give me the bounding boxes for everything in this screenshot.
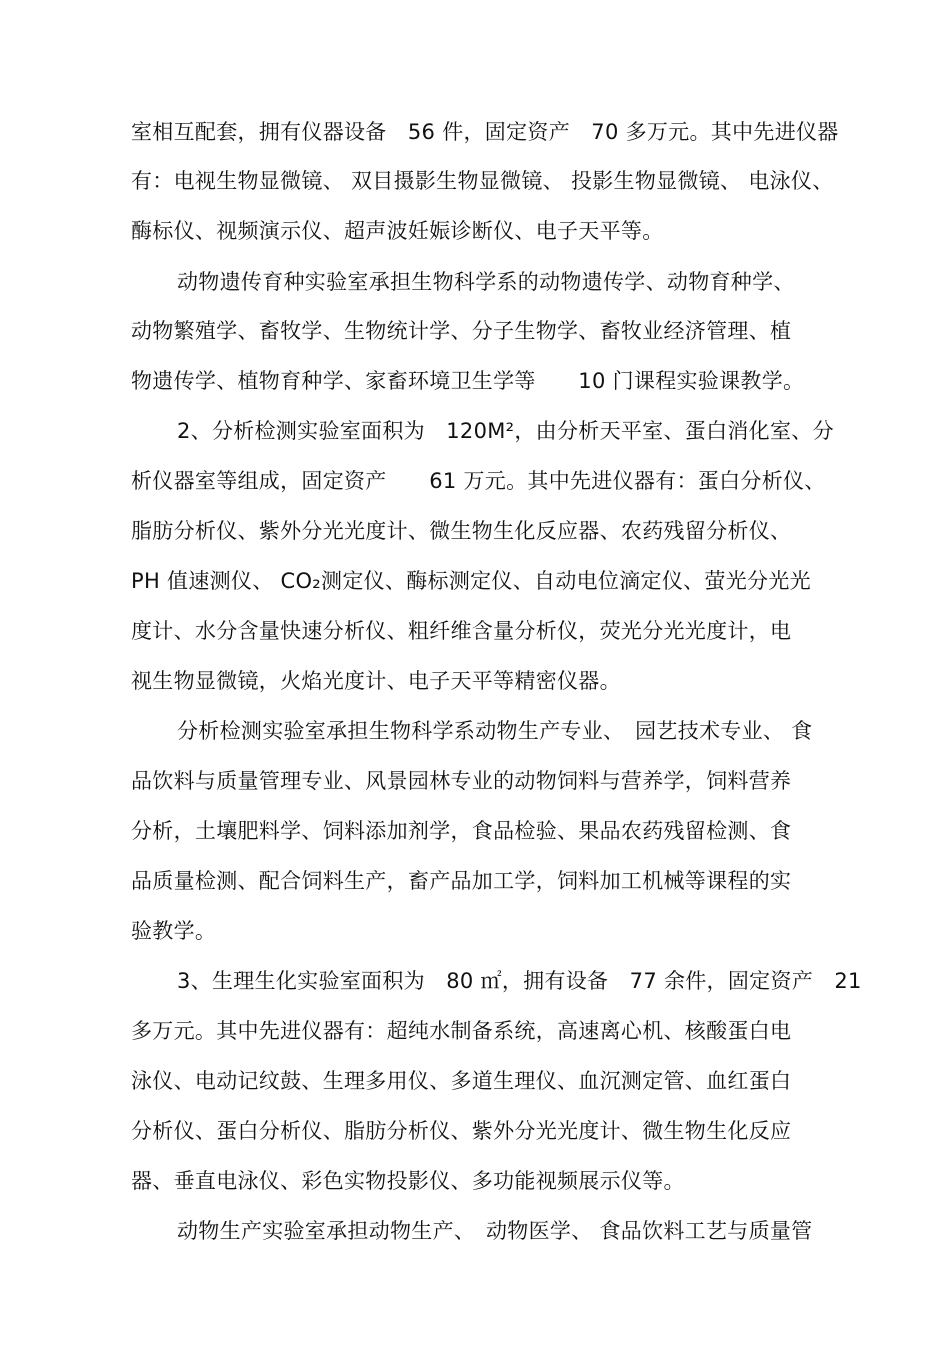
text-line: 析仪器室等组成，固定资产 61 万元。其中先进仪器有：蛋白分析仪、 (131, 469, 826, 493)
text-line: 器、垂直电泳仪、彩色实物投影仪、多功能视频展示仪等。 (131, 1169, 685, 1193)
text-line: 视生物显微镜，火焰光度计、电子天平等精密仪器。 (131, 669, 621, 693)
text-line: 分析仪、蛋白分析仪、脂肪分析仪、紫外分光光度计、微生物生化反应 (131, 1119, 792, 1143)
text-line: 度计、水分含量快速分析仪、粗纤维含量分析仪，荧光分光光度计，电 (131, 619, 792, 643)
text-line: 物遗传学、植物育种学、家畜环境卫生学等 10 门课程实验课教学。 (131, 369, 805, 393)
text-line: 泳仪、电动记纹鼓、生理多用仪、多道生理仪、血沉测定管、血红蛋白 (131, 1069, 792, 1093)
text-line: 酶标仪、视频演示仪、超声波妊娠诊断仪、电子天平等。 (131, 219, 664, 243)
text-line: 有：电视生物显微镜、 双目摄影生物显微镜、 投影生物显微镜、 电泳仪、 (131, 169, 834, 193)
text-line: 室相互配套，拥有仪器设备 56 件，固定资产 70 多万元。其中先进仪器 (131, 120, 839, 144)
text-line: PH 值速测仪、 CO₂测定仪、酶标测定仪、自动电位滴定仪、萤光分光光 (131, 569, 811, 593)
text-line: 2、分析检测实验室面积为 120M²，由分析天平室、蛋白消化室、分 (177, 419, 834, 443)
text-line: 脂肪分析仪、紫外分光光度计、微生物生化反应器、农药残留分析仪、 (131, 519, 792, 543)
text-line: 品饮料与质量管理专业、风景园林专业的动物饲料与营养学，饲料营养 (131, 769, 792, 793)
text-line: 动物遗传育种实验室承担生物科学系的动物遗传学、动物育种学、 (177, 270, 795, 294)
text-line: 品质量检测、配合饲料生产，畜产品加工学，饲料加工机械等课程的实 (131, 869, 792, 893)
text-line: 3、生理生化实验室面积为 80 ㎡，拥有设备 77 余件，固定资产 21 (177, 969, 862, 993)
text-line: 动物繁殖学、畜牧学、生物统计学、分子生物学、畜牧业经济管理、植 (131, 319, 792, 343)
text-line: 验教学。 (131, 919, 217, 943)
text-line: 分析，土壤肥料学、饲料添加剂学，食品检验、果品农药残留检测、食 (131, 819, 792, 843)
text-line: 动物生产实验室承担动物生产、 动物医学、 食品饮料工艺与质量管 (177, 1219, 813, 1243)
text-line: 分析检测实验室承担生物科学系动物生产专业、 园艺技术专业、 食 (177, 719, 813, 743)
text-line: 多万元。其中先进仪器有：超纯水制备系统，高速离心机、核酸蛋白电 (131, 1019, 792, 1043)
